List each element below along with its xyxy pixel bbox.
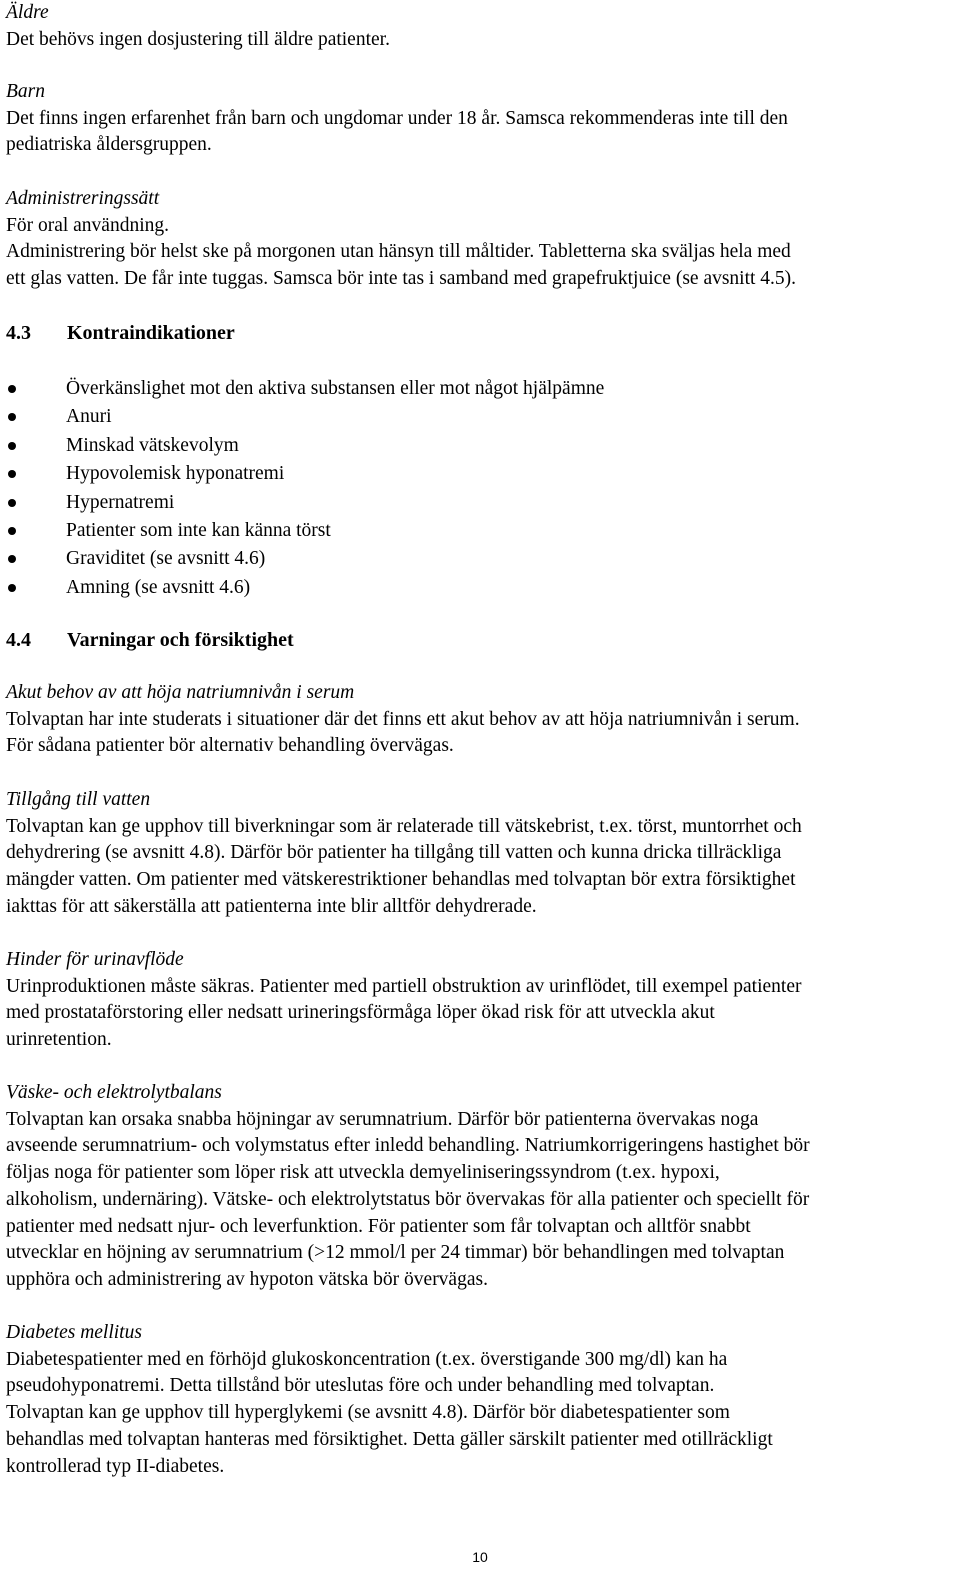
administreringssatt-line: ett glas vatten. De får inte tuggas. Samsca bör inte tas i samband med grapefruktjuice (se avsnitt 4.5). — [6, 268, 797, 290]
list-item — [6, 404, 604, 432]
administreringssatt-heading: Administreringssätt — [6, 188, 160, 209]
list-item — [6, 376, 604, 404]
barn-heading: Barn — [6, 81, 45, 102]
vatske-line: avseende serumnatrium- och volymstatus efter inledd behandling. Natriumkorrigeringens hastighet bör — [6, 1135, 810, 1157]
section-title: Kontraindikationer — [67, 322, 235, 344]
bullet-icon — [8, 470, 16, 478]
list-item-text: Amning (se avsnitt 4.6) — [66, 576, 251, 598]
akut-line: För sådana patienter bör alternativ behandling övervägas. — [6, 735, 454, 757]
vatske-line: upphöra och administrering av hypoton vätska bör övervägas. — [6, 1268, 488, 1290]
vatske-line: utvecklar en höjning av serumnatrium (>12 mmol/l per 24 timmar) bör behandlingen med tolvaptan — [6, 1242, 785, 1264]
bullet-icon — [8, 442, 16, 450]
diabetes-section — [6, 1320, 954, 1480]
hinder-line: med prostataförstoring eller nedsatt urineringsförmåga löper ökad risk för att utveckla akut — [6, 1002, 715, 1024]
akut-heading: Akut behov av att höja natriumnivån i serum — [6, 682, 355, 703]
bullet-icon — [8, 527, 16, 535]
section-title: Varningar och försiktighet — [67, 629, 294, 651]
akut-line: Tolvaptan har inte studerats i situationer där det finns ett akut behov av att höja natriumnivån i serum. — [6, 708, 800, 730]
bullet-icon — [8, 385, 16, 393]
barn-line: pediatriska åldersgruppen. — [6, 134, 212, 156]
tillgang-line: dehydrering (se avsnitt 4.8). Därför bör patienter ha tillgång till vatten och kunna dricka tillräckliga — [6, 842, 782, 864]
list-item — [6, 575, 604, 603]
kontraindikationer-list — [6, 376, 604, 603]
vatske-section — [6, 1080, 954, 1294]
bullet-icon — [8, 555, 16, 563]
section-heading-varningar — [6, 627, 294, 654]
list-item — [6, 433, 604, 461]
diabetes-line: behandlas med tolvaptan hanteras med försiktighet. Detta gäller särskilt patienter med otillräckligt — [6, 1428, 773, 1450]
list-item — [6, 490, 604, 518]
section-heading-kontraindikationer — [6, 320, 235, 347]
hinder-line: urinretention. — [6, 1029, 112, 1051]
diabetes-line: Diabetespatienter med en förhöjd glukoskoncentration (t.ex. överstigande 300 mg/dl) kan ha — [6, 1348, 728, 1370]
bullet-icon — [8, 584, 16, 592]
list-item — [6, 518, 604, 546]
aldre-text: Det behövs ingen dosjustering till äldre patienter. — [6, 28, 390, 50]
tillgang-section — [6, 787, 954, 921]
tillgang-heading: Tillgång till vatten — [6, 789, 151, 810]
list-item — [6, 546, 604, 574]
vatske-line: patienter med nedsatt njur- och leverfunktion. För patienter som får tolvaptan och alltför snabbt — [6, 1215, 751, 1237]
aldre-section — [6, 0, 954, 53]
list-item-text: Minskad vätskevolym — [66, 434, 239, 456]
diabetes-line: pseudohyponatremi. Detta tillstånd bör uteslutas före och under behandling med tolvaptan. — [6, 1375, 715, 1397]
vatske-heading: Väske- och elektrolytbalans — [6, 1082, 222, 1103]
tillgang-line: iakttas för att säkerställa att patienterna inte blir alltför dehydrerade. — [6, 895, 537, 917]
bullet-icon — [8, 413, 16, 421]
bullet-icon — [8, 499, 16, 507]
vatske-line: följas noga för patienter som löper risk att utveckla demyeliniseringssyndrom (t.ex. hypoxi, — [6, 1162, 720, 1184]
hinder-section — [6, 947, 954, 1054]
akut-section — [6, 680, 954, 760]
list-item-text: Hypernatremi — [66, 491, 175, 513]
page-number: 10 — [472, 1549, 488, 1565]
list-item-text: Överkänslighet mot den aktiva substansen eller mot något hjälpämne — [66, 378, 605, 399]
administreringssatt-line: Administrering bör helst ske på morgonen utan hänsyn till måltider. Tabletterna ska sväljas hela med — [6, 241, 791, 263]
hinder-heading: Hinder för urinavflöde — [6, 949, 184, 970]
list-item — [6, 461, 604, 489]
administreringssatt-section — [6, 186, 954, 293]
diabetes-line: Tolvaptan kan ge upphov till hyperglykemi (se avsnitt 4.8). Därför bör diabetespatienter som — [6, 1402, 730, 1424]
aldre-heading: Äldre — [6, 2, 49, 23]
section-number: 4.3 — [6, 322, 31, 344]
list-item-text: Graviditet (se avsnitt 4.6) — [66, 548, 266, 570]
list-item-text: Hypovolemisk hyponatremi — [66, 463, 285, 485]
barn-line: Det finns ingen erfarenhet från barn och ungdomar under 18 år. Samsca rekommenderas inte till den — [6, 107, 788, 129]
list-item-text: Patienter som inte kan känna törst — [66, 519, 331, 541]
tillgang-line: mängder vatten. Om patienter med vätskerestriktioner behandlas med tolvaptan bör extra försiktighet — [6, 869, 796, 891]
barn-section — [6, 79, 954, 159]
diabetes-heading: Diabetes mellitus — [6, 1322, 142, 1343]
administreringssatt-line: För oral användning. — [6, 214, 170, 236]
list-item-text: Anuri — [66, 406, 112, 428]
hinder-line: Urinproduktionen måste säkras. Patienter med partiell obstruktion av urinflödet, till exempel patienter — [6, 975, 802, 997]
tillgang-line: Tolvaptan kan ge upphov till biverkningar som är relaterade till vätskebrist, t.ex. törst, muntorrhet och — [6, 815, 802, 837]
section-number: 4.4 — [6, 629, 31, 651]
vatske-line: alkoholism, undernäring). Vätske- och elektrolytstatus bör övervakas för alla patienter och speciellt för — [6, 1188, 810, 1210]
vatske-line: Tolvaptan kan orsaka snabba höjningar av serumnatrium. Därför bör patienterna övervakas noga — [6, 1108, 759, 1130]
diabetes-line: kontrollerad typ II-diabetes. — [6, 1455, 225, 1477]
